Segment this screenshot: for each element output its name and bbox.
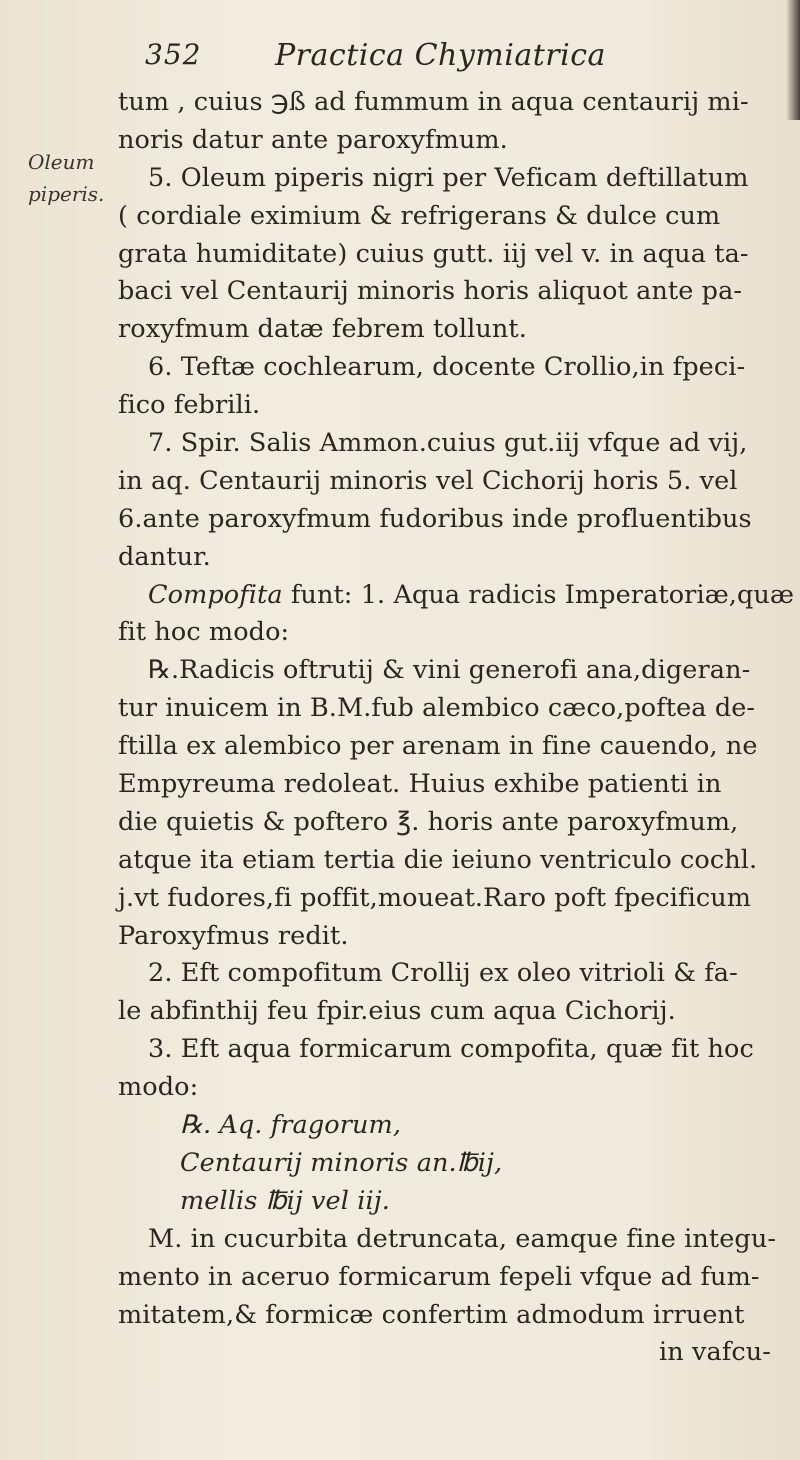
text-line: Centaurij minoris an.℔ij, [180, 1147, 503, 1178]
text-line: 7. Spir. Salis Ammon.cuius gut.iij vfque ad vij, [148, 428, 748, 459]
text-line: 2. Eft compofitum Crollij ex oleo vitrioli & fa- [148, 958, 738, 989]
text-line: atque ita etiam tertia die ieiuno ventriculo cochl. [118, 844, 758, 875]
text-line: 6.ante paroxyfmum fudoribus inde profluentibus [118, 503, 752, 534]
text-line: 6. Teftæ cochlearum, docente Crollio,in fpeci- [148, 352, 746, 383]
text-line: 3. Eft aqua formicarum compofita, quæ fit hoc [148, 1034, 754, 1065]
text-line: le abfinthij feu fpir.eius cum aqua Cichorij. [118, 996, 676, 1027]
text-line: fico febrili. [118, 390, 261, 421]
margin-note-line: piperis. [28, 182, 105, 206]
text-line: noris datur ante paroxyfmum. [118, 124, 508, 155]
page-header [145, 38, 705, 78]
text-line: roxyfmum datæ febrem tollunt. [118, 314, 527, 345]
text-line: mellis ℔ij vel iij. [180, 1185, 390, 1216]
text-line: mitatem,& formicæ confertim admodum irruent [118, 1299, 745, 1330]
text-line: ℞.Radicis oftrutij & vini generofi ana,digeran- [148, 655, 751, 686]
margin-note [28, 146, 104, 210]
text-line: in aq. Centaurij minoris vel Cichorij horis 5. vel [118, 465, 738, 496]
text-line: tur inuicem in B.M.fub alembico cæco,poftea de- [118, 693, 756, 724]
text-line: die quietis & poftero ℥. horis ante paroxyfmum, [118, 806, 739, 837]
text-line: dantur. [118, 541, 211, 572]
text-line: Paroxyfmus redit. [118, 920, 349, 951]
margin-note-line: Oleum [28, 150, 95, 174]
text-line: j.vt fudores,fi poffit,moueat.Raro poft fpecificum [118, 882, 752, 913]
text-line: modo: [118, 1072, 199, 1103]
line-remainder: funt: 1. Aqua radicis Imperatoriæ,quæ [282, 579, 795, 610]
text-line [118, 577, 793, 615]
page-number: 352 [145, 38, 202, 71]
text-line: M. in cucurbita detruncata, eamque fine integu- [148, 1223, 777, 1254]
text-line: tum , cuius ℈ß ad fummum in aqua centaurij mi- [118, 87, 749, 117]
text-line: ftilla ex alembico per arenam in fine cauendo, ne [118, 731, 758, 762]
text-line: in vafcu- [659, 1337, 771, 1368]
body-text [118, 84, 793, 1372]
text-line: 5. Oleum piperis nigri per Veficam deftillatum [148, 162, 749, 193]
text-line: ( cordiale eximium & refrigerans & dulce cum [118, 200, 721, 231]
italic-lead-word: Compofita [148, 579, 283, 610]
text-line: ℞. Aq. fragorum, [180, 1110, 402, 1141]
running-title: Practica Chymiatrica [275, 38, 606, 73]
text-line: baci vel Centaurij minoris horis aliquot ante pa- [118, 276, 743, 307]
text-line: mento in aceruo formicarum fepeli vfque ad fum- [118, 1261, 760, 1292]
text-line: fit hoc modo: [118, 617, 290, 648]
text-line: Empyreuma redoleat. Huius exhibe patienti in [118, 769, 722, 800]
text-line: grata humiditate) cuius gutt. iij vel v. in aqua ta- [118, 238, 749, 269]
